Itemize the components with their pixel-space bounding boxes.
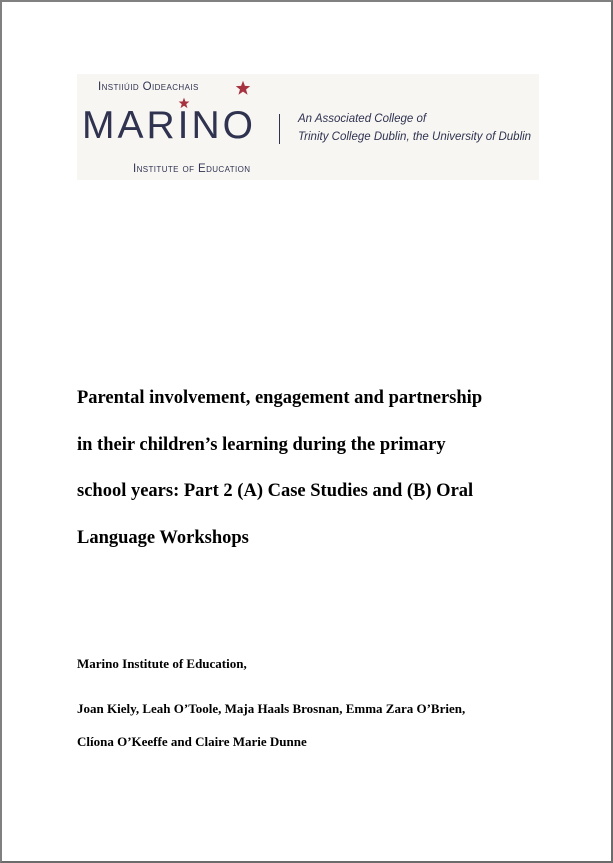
logo-divider (279, 114, 280, 144)
title-line-4: Language Workshops (77, 527, 249, 548)
logo-affiliation (298, 110, 531, 146)
affiliation-line-1: An Associated College of (298, 113, 427, 125)
institution-name: Marino Institute of Education, (77, 656, 247, 671)
title-line-3: school years: Part 2 (A) Case Studies and (B) Oral (77, 481, 474, 501)
star-icon (235, 80, 251, 96)
author-names-line-2: Clíona O’Keeffe and Claire Marie Dunne (77, 734, 307, 749)
affiliation-line-2: Trinity College Dublin, the University of Dublin (298, 131, 532, 143)
logo-bottom-text: Institute of Education (133, 163, 251, 175)
marino-logo (77, 74, 539, 180)
document-title (77, 380, 547, 566)
title-line-1: Parental involvement, engagement and partnership (77, 388, 483, 408)
logo-top-text: Instiiúid Oideachais (98, 81, 199, 93)
logo-wordmark: MARINO (82, 104, 256, 147)
star-icon (178, 97, 190, 109)
title-line-2: in their children’s learning during the primary (77, 434, 446, 455)
author-names-line-1: Joan Kiely, Leah O’Toole, Maja Haals Brosnan, Emma Zara O’Brien, (77, 701, 466, 716)
